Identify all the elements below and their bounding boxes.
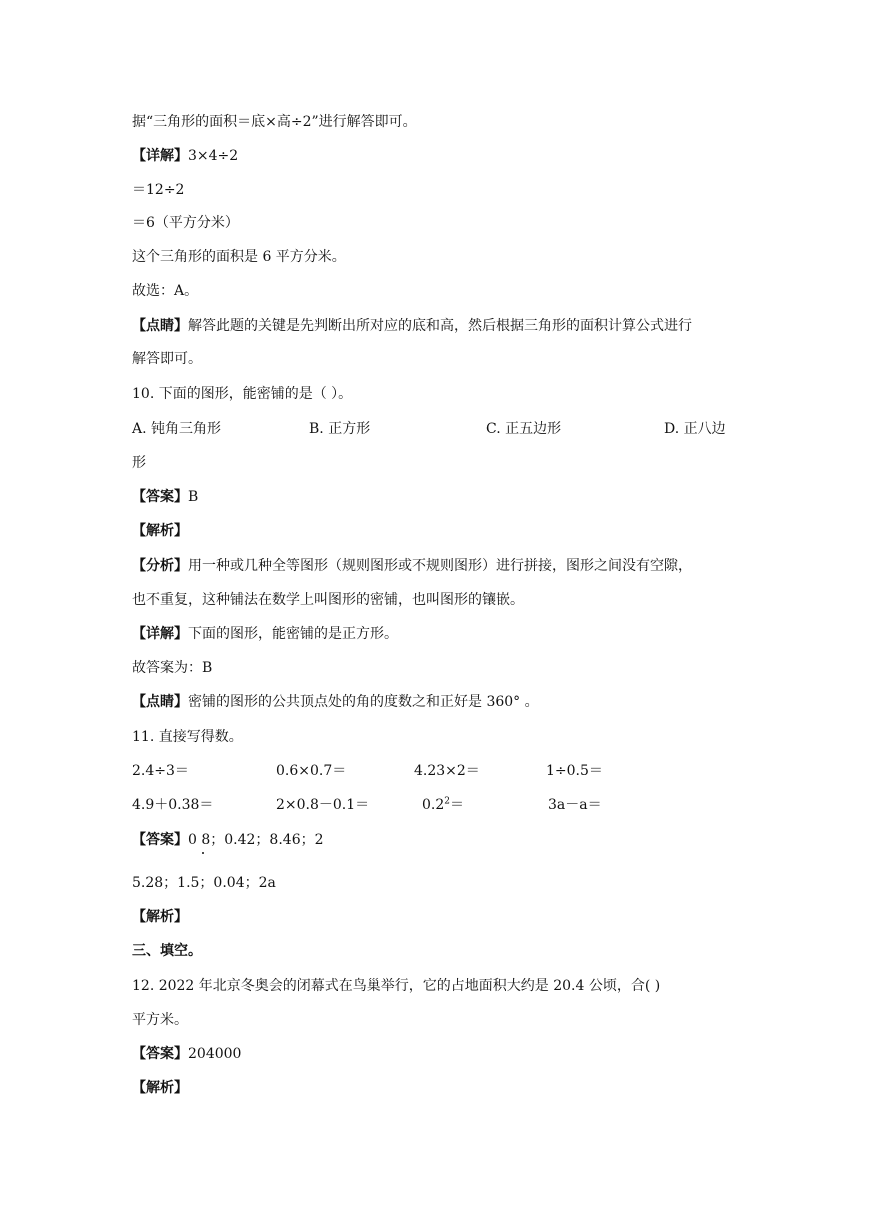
- choice-line: 故选：A。: [132, 283, 199, 299]
- question-10: 10. 下面的图形，能密铺的是（ ）。: [132, 386, 353, 402]
- option-c: C. 正五边形: [486, 421, 562, 437]
- power-exponent: 2: [444, 796, 450, 807]
- detail-tag: 【详解】: [132, 148, 188, 164]
- question-11: 11. 直接写得数。: [132, 729, 243, 745]
- answer-text: 0 8；0.42；8.46；2: [188, 832, 324, 848]
- decimal-dot-mark: [202, 852, 204, 854]
- comment-line: [132, 316, 692, 336]
- analysis-heading-10: 【解析】: [132, 523, 188, 539]
- answer-12: [132, 1044, 241, 1064]
- answer-11-continuation: 5.28；1.5；0.04；2a: [132, 875, 276, 891]
- calc-item: 3a－a＝: [548, 797, 602, 813]
- calc-item: 4.9＋0.38＝: [132, 797, 214, 813]
- calc-item: 4.23×2＝: [414, 763, 480, 779]
- answer-text: B: [188, 489, 199, 505]
- comment-tag: 【点睛】: [132, 694, 188, 710]
- detail-10: [132, 624, 398, 644]
- section-heading: 三、填空。: [132, 943, 202, 959]
- answer-10: [132, 487, 198, 507]
- answer-tag: 【答案】: [132, 1046, 188, 1062]
- power-base: 0.2: [422, 797, 445, 813]
- answer-11: [132, 830, 324, 850]
- option-a: A. 钝角三角形: [132, 421, 222, 437]
- detail-line: [132, 146, 238, 166]
- calc-step-line: ＝12÷2: [132, 182, 185, 198]
- calc-item: 1÷0.5＝: [546, 763, 603, 779]
- analysis-tag: 【分析】: [132, 558, 188, 574]
- calc-item: 2.4÷3＝: [132, 763, 189, 779]
- calc-item-power: [422, 795, 464, 815]
- detail-text: 下面的图形，能密铺的是正方形。: [188, 626, 398, 642]
- conclusion-line: 这个三角形的面积是 6 平方分米。: [132, 249, 346, 265]
- analysis-text: 用一种或几种全等图形（规则图形或不规则图形）进行拼接，图形之间没有空隙，: [188, 558, 692, 574]
- calc-item: 0.6×0.7＝: [276, 763, 347, 779]
- answer-text: 204000: [188, 1046, 242, 1062]
- final-answer-10: 故答案为：B: [132, 660, 213, 676]
- option-d: D. 正八边: [664, 421, 726, 437]
- explanation-line: 据“三角形的面积＝底×高÷2”进行解答即可。: [132, 114, 417, 130]
- comment-tag: 【点睛】: [132, 318, 188, 334]
- option-b: B. 正方形: [309, 421, 371, 437]
- comment-continuation: 解答即可。: [132, 351, 202, 367]
- analysis-heading-11: 【解析】: [132, 909, 188, 925]
- calc-item: 2×0.8－0.1＝: [276, 797, 370, 813]
- question-12: 12. 2022 年北京冬奥会的闭幕式在鸟巢举行，它的占地面积大约是 20.4 公顷，合( ): [132, 978, 661, 994]
- comment-text: 解答此题的关键是先判断出所对应的底和高，然后根据三角形的面积计算公式进行: [188, 318, 692, 334]
- comment-10: [132, 692, 539, 712]
- option-d-continuation: 形: [132, 455, 146, 471]
- detail-tag: 【详解】: [132, 626, 188, 642]
- answer-tag: 【答案】: [132, 489, 188, 505]
- calc-result-line: ＝6（平方分米）: [132, 215, 239, 231]
- analysis-continuation: 也不重复，这种铺法在数学上叫图形的密铺，也叫图形的镶嵌。: [132, 592, 524, 608]
- analysis-10: [132, 556, 692, 576]
- detail-text: 3×4÷2: [188, 148, 239, 164]
- comment-text: 密铺的图形的公共顶点处的角的度数之和正好是 360° 。: [188, 694, 539, 710]
- power-equals: ＝: [450, 797, 464, 813]
- question-12-continuation: 平方米。: [132, 1012, 188, 1028]
- analysis-heading-12: 【解析】: [132, 1080, 188, 1096]
- answer-tag: 【答案】: [132, 832, 188, 848]
